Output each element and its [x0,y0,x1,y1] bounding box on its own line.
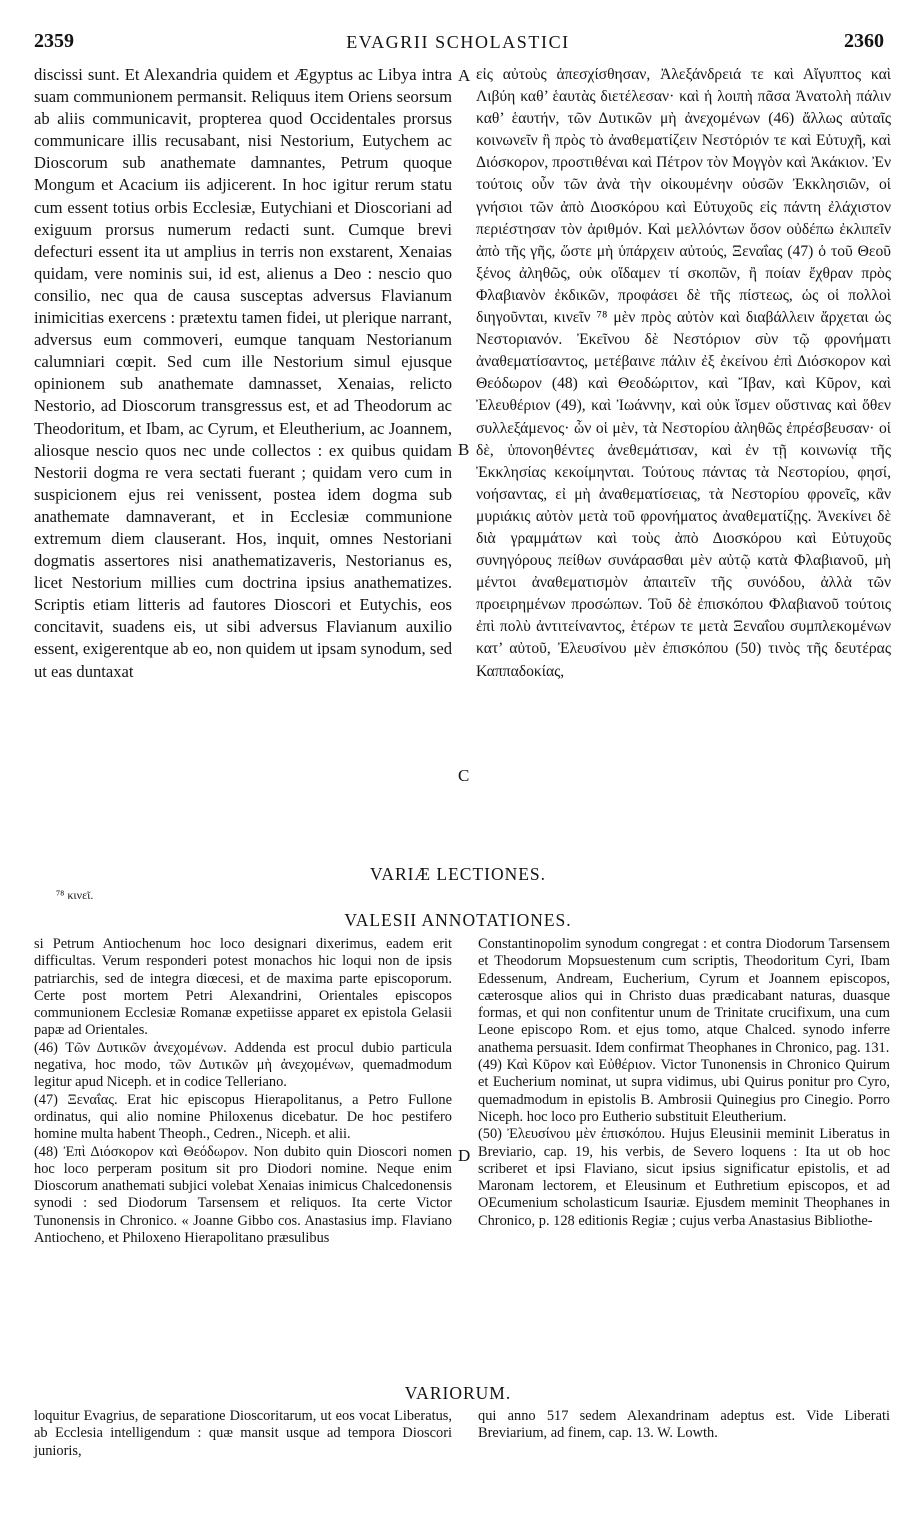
annotation-paragraph: (50) Ἐλευσίνου μὲν ἐπισκόπου. Hujus Eleusinii meminit Liberatus in Breviario, cap. 19, his verbis, de Severo loquens : Ita ut ob hoc scriberet et ipsi Flaviano, sicut ipsius significatur epistolis, et ad Maronam lectorem, et Eleusinum et Euthretium episcopos, et ad OEcumenium scholasticum Isauriæ. Ejusdem meminit Theophanes in Chronico, p. 128 editionis Regiæ ; cujus verba Anastasius Bibliothe- [478,1126,890,1229]
variae-lectiones-heading: VARIÆ LECTIONES. [369,864,547,884]
annotation-paragraph: (48) Ἐπὶ Διόσκορον καὶ Θεόδωρον. Non dubito quin Dioscori nomen hoc loco perperam positum sit pro Diodori nomine. Neque enim Dioscorum anathemati subjici volebat Xenaias inimicus Chalcedonensis synodi : sed Diodorum Tarsensem et reliquos. Ita certe Victor Tunonensis in Chronico. « Joanne Gibbo cos. Anastasius imp. Flaviano Antiocheno, et Philoxeno Hierapolitano præsulibus [34,1143,452,1247]
annotation-paragraph: (49) Καὶ Κῦρον καὶ Εὐθέριον. Victor Tunonensis in Chronico Quirum et Eucherium nominat, ut supra vidimus, ubi Quirus ponitur pro Cyro, quemadmodum in epistolis B. Ambrosii Quinegius pro Cinegio. Porro Niceph. hoc loco pro Eutherio substituit Eleutherium. [478,1057,890,1125]
margin-letter-d: D [458,1146,471,1165]
annotation-paragraph: si Petrum Antiochenum hoc loco designari dixerimus, eadem erit difficultas. Verum responderi potest monachos hic loqui non de ipsis patriarchis, sed de integra diœcesi, et de maxima parte episcoporum. Certe post mortem Petri Alexandrini, Orientales episcopos communionem Ecclesiæ Romanæ expetiisse apparet ex epistola Gelasii papæ ad Orientales. [34,936,452,1039]
valesii-annotationes-heading: VALESII ANNOTATIONES. [344,910,572,930]
annotation-paragraph: (47) Ξεναΐας. Erat hic episcopus Hierapolitanus, a Petro Fullone ordinatus, qui alio nomine Philoxenus dicebatur. De hoc pestifero homine multa habent Theoph., Cedren., Niceph. et alii. [34,1091,452,1143]
greek-text-column: εἰς αὐτοὺς ἀπεσχίσθησαν, Ἀλεξάνδρειά τε καὶ Αἴγυπτος καὶ Λιβύη καθ’ ἑαυτὰς διετέλεσαν· καὶ ἡ λοιπὴ πᾶσα Ἀνατολὴ πάλιν καθ’ ἑαυτήν, τῶν Δυτικῶν μὴ ἀνεχομένων (46) ἄλλως αὐταῖς κοινωνεῖν ἢ πρὸς τὸ ἀναθεματίζειν Νεστόριόν τε καὶ Εὐτυχῆ, καὶ Διόσκορον, προστιθέναι καὶ Πέτρον τὸν Μογγὸν καὶ Ἀκάκιον. Ἐν τούτοις οὖν τῶν ἀνὰ τὴν οἰκουμένην οὐσῶν Ἐκκλησιῶν, οἱ γνήσιοι τῶν ἀπὸ Διοσκόρου καὶ Εὐτυχοῦς εἰς πάντη ἐλάχιστον περιέστησαν τὸν ἀριθμόν. Καὶ μελλόντων ὅσον οὐδέπω ἐκλιπεῖν ἀπὸ τῆς γῆς, ὥστε μὴ ὑπάρχειν αὐτούς, Ξεναΐας (47) ὁ τοῦ Θεοῦ ξένος ἀληθῶς, οὐκ οἴδαμεν τί σκοπῶν, ἢ ποίαν ἔχθραν πρὸς Φλαβιανὸν ἐκδικῶν, προφάσει δὲ τῆς πίστεως, ὡς οἱ πολλοὶ διηγοῦνται, κινεῖν ⁷⁸ μὲν πρὸς αὐτὸν καὶ διαβάλλειν ἄρχεται ὡς Νεστοριανόν. Ἐκεῖνου δὲ Νεστόριον σὺν τῷ φρονήματι ἀναθεματίσαντος, μετέβαινε πάλιν ἐξ ἐκείνου ἐπὶ Διόσκορον καὶ Θεόδωρον (48) καὶ Θεοδώριτον, καὶ Ἴβαν, καὶ Κῦρον, καὶ Ἐλευθέριον (49), καὶ Ἰωάννην, καὶ οὐκ ἴσμεν οὕστινας καὶ ὅθεν συλλεξάμενος· ὧν οἱ μὲν, τὰ Νεστορίου ἀληθῶς ἐπρέσβευσαν· οἱ δὲ, ὑπονοηθέντες ἀνεθεμάτισαν, καὶ ἐν τῇ κοινωνίᾳ τῆς Ἐκκλησίας κεκοίμηνται. Τούτους πάντας τὰ Νεστορίου, φησί, νοήσαντας, εἰ μὴ ἀναθεματίσειας, τὰ Νεστορίου φρονεῖς, κἂν μυριάκις αὐτὸν μετὰ τοῦ φρονήματος ἀναθεματίζῃς. Ἀνεκίνει δὲ διὰ γραμμάτων καὶ τοὺς ἀπὸ Διοσκόρου καὶ Εὐτυχοῦς συνηγόρους πείθων συνάρασθαι μὲν αὐτῷ κατὰ Φλαβιανοῦ, μὴ μέντοι ἀναθεματισμὸν ἀπαιτεῖν τῆς συνόδου, ἀλλὰ τῶν προειρημένων προσώπων. Τοῦ δὲ ἐπισκόπου Φλαβιανοῦ τούτοις ἐπὶ πολὺ ἀντιτείναντος, ἑτέρων τε μετὰ Ξεναΐου συμπλεκομένων κατ’ αὐτοῦ, Ἐλευσίνου μὲν ἐπισκόπου (50) τινὸς τῆς δευτέρας Καππαδοκίας, [476,66,891,680]
page-number-left: 2359 [34,30,74,52]
running-title: EVAGRII SCHOLASTICI [346,32,570,52]
margin-letter-c: C [458,766,470,785]
annotation-paragraph: (46) Τῶν Δυτικῶν ἀνεχομένων. Addenda est procul dubio particula negativa, hoc modo, τῶν Δυτικῶν μὴ ἀνεχομένων, quemadmodum legitur apud Niceph. et in codice Telleriano. [34,1039,452,1091]
margin-letter-b: B [458,440,470,459]
variant-reading-note: ⁷⁸ κινεῖ. [56,888,94,902]
page-number-right: 2360 [844,30,884,52]
variorum-left-column [34,1408,452,1460]
annotations-right-column [478,936,890,1230]
variorum-paragraph: loquitur Evagrius, de separatione Dioscoritarum, ut eos vocat Liberatus, ab Ecclesia intelligendum : quæ mansit usque ad tempora Dioscori junioris, [34,1408,452,1459]
variorum-heading: VARIORUM. [404,1383,512,1403]
variorum-right-column [478,1408,890,1443]
variorum-paragraph: qui anno 517 sedem Alexandrinam adeptus est. Vide Liberati Breviarium, ad finem, cap. 13. W. Lowth. [478,1408,890,1442]
annotations-left-column [34,936,452,1247]
running-header [0,30,916,64]
annotation-paragraph: Constantinopolim synodum congregat : et contra Diodorum Tarsensem et Theodorum Mopsuestenum cum scriptis, Theodoritum Cyri, Ibam Edessenum, Andream, Eucherium, Cyrum et Joannem episcopos, cæterosque alios qui in Christo duas prædicabant naturas, duasque formas, et qui non confitentur unum de Trinitate crucifixum, una cum Leone episcopo Rom. et ejus tomo, atque Chalced. synodo inferre anathema persuasit. Idem confirmat Theophanes in Chronico, pag. 131. [478,936,890,1056]
margin-letter-a: A [458,66,471,85]
latin-text-column: discissi sunt. Et Alexandria quidem et Ægyptus ac Libya intra suam communionem permansit. Reliquus item Oriens seorsum ab aliis communicavit, propterea quod Occidentales prorsus communicare illis recusabant, nisi Nestorium, Eutychem ac Dioscorum sub anathemate damnantes, Petrum quoque Mongum et Acacium iis adjicerent. In hoc igitur rerum statu cum essent totius orbis Ecclesiæ, Eutychiani et Dioscoriani ad exiguum prorsus numerum redacti sunt. Cumque brevi defecturi essent ita ut amplius in terris non exstarent, Xenaias quidam, vere nominis sui, id est, alienus a Deo : nescio quo consilio, nec qua de causa susceptas adversus Flavianum inimicitias exercens : prætextu tamen fidei, ut plerique narrant, adversus eum commoveri, eumque tanquam Nestorianum calumniari cœpit. Sed cum ille Nestorium simul ejusque opinionem sub anathemate damnasset, Xenaias, relicto Nestorio, ad Dioscorum transgressus est, et ad Theodorum ac Theodoritum, et Ibam, ac Cyrum, et Eleutherium, ac Joannem, aliosque nescio quos nec unde collectos : ex quibus quidam Nestorii dogma re vera sectati fuerant ; quidam vero cum in suspicionem ejus rei venissent, postea idem dogma sub anathemate damnaverant, et in Ecclesiæ communione extremum diem clauserant. Hos, inquit, omnes Nestoriani dogmatis assertores nisi anathematizaveris, Nestorianus es, licet Nestorium millies cum doctrina ipsius anathematizes. Scriptis etiam litteris ad fautores Dioscori et Eutychis, eos concitavit, suadens eis, ut sibi adversus Flavianum auxilio essent, exigerentque ab eo, non quidem ut ipsam synodum, sed ut eas duntaxat [34,65,452,681]
